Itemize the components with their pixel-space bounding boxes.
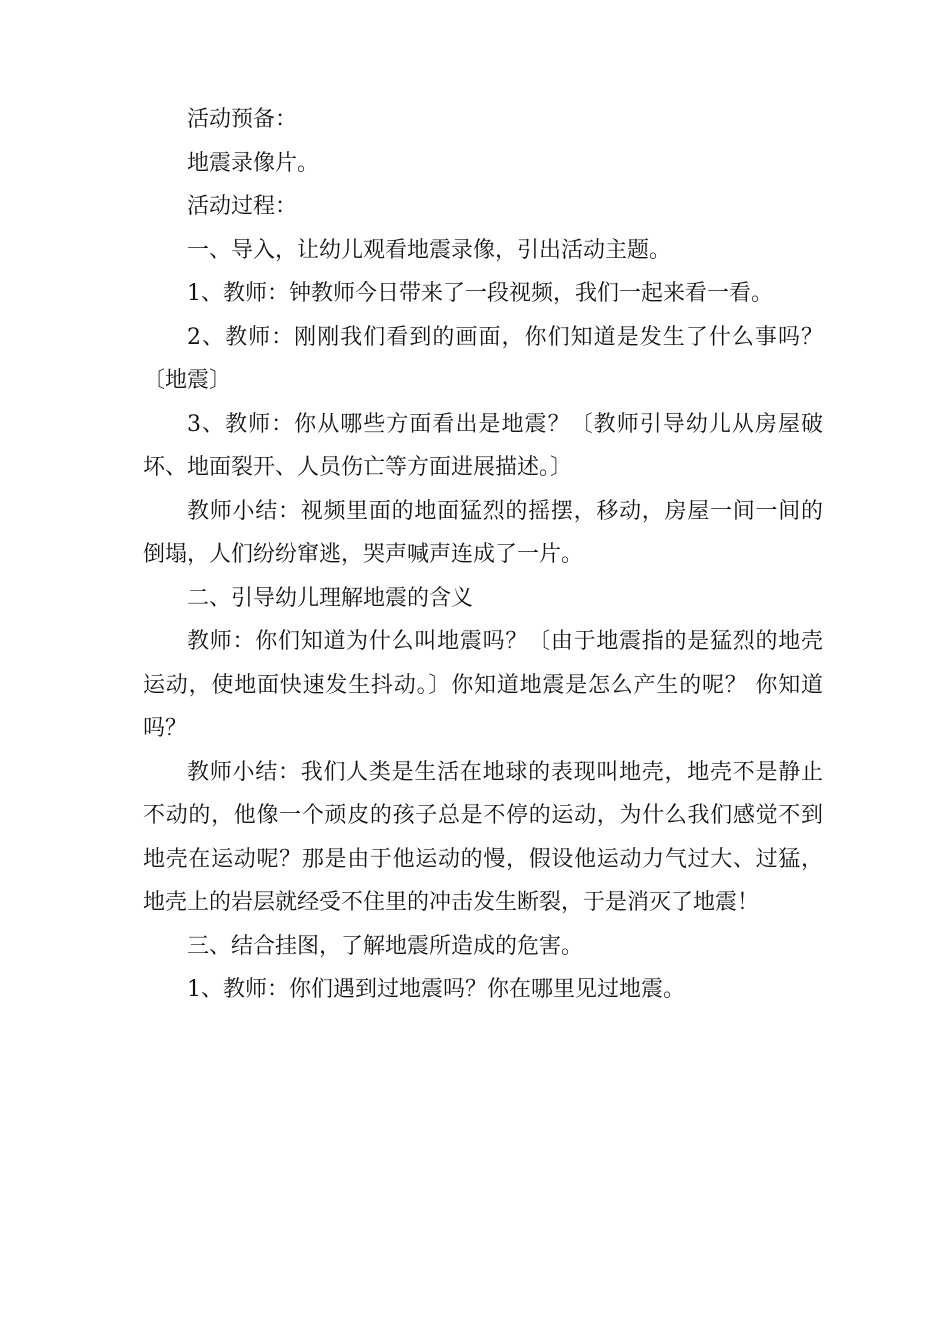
paragraph-section-2-title: 二、引导幼儿理解地震的含义: [187, 585, 474, 611]
paragraph-section-3-title: 三、结合挂图，了解地震所造成的危害。: [187, 933, 584, 959]
paragraph-step-1: 1、教师：钟教师今日带来了一段视频，我们一起来看一看。: [187, 281, 773, 306]
paragraph-step-3: 3、教师：你从哪些方面看出是地震？〔教师引导幼儿从房屋破坏、地面裂开、人员伤亡等方面进展描述。〕: [143, 411, 823, 480]
paragraph-summary-2: 教师小结：我们人类是生活在地球的表现叫地壳，地壳不是静止不动的，他像一个顽皮的孩子总是不停的运动，为什么我们感觉不到地壳在运动呢？那是由于他运动的慢，假设他运动力气过大、过猛，地壳上的岩层就经受不住里的冲击发生断裂，于是消灭了地震！: [143, 759, 823, 915]
paragraph-section-3-step-1: 1、教师：你们遇到过地震吗？你在哪里见过地震。: [187, 977, 685, 1002]
paragraph-prep-material: 地震录像片。: [187, 150, 320, 176]
paragraph-summary-1: 教师小结：视频里面的地面猛烈的摇摆，移动，房屋一间一间的倒塌，人们纷纷窜逃，哭声喊声连成了一片。: [143, 498, 823, 567]
paragraph-teacher-question: 教师：你们知道为什么叫地震吗？〔由于地震指的是猛烈的地壳运动，使地面快速发生抖动。〕你知道地震是怎么产生的呢？ 你知道吗？: [143, 629, 823, 741]
paragraph-section-1-title: 一、导入，让幼儿观看地震录像，引出活动主题。: [187, 237, 672, 263]
paragraph-step-2: 2、教师：刚刚我们看到的画面，你们知道是发生了什么事吗？〔地震〕: [143, 324, 823, 393]
document-body: [143, 98, 823, 1012]
paragraph-process-heading: 活动过程：: [187, 194, 298, 219]
paragraph-prep-heading: 活动预备：: [187, 107, 298, 132]
